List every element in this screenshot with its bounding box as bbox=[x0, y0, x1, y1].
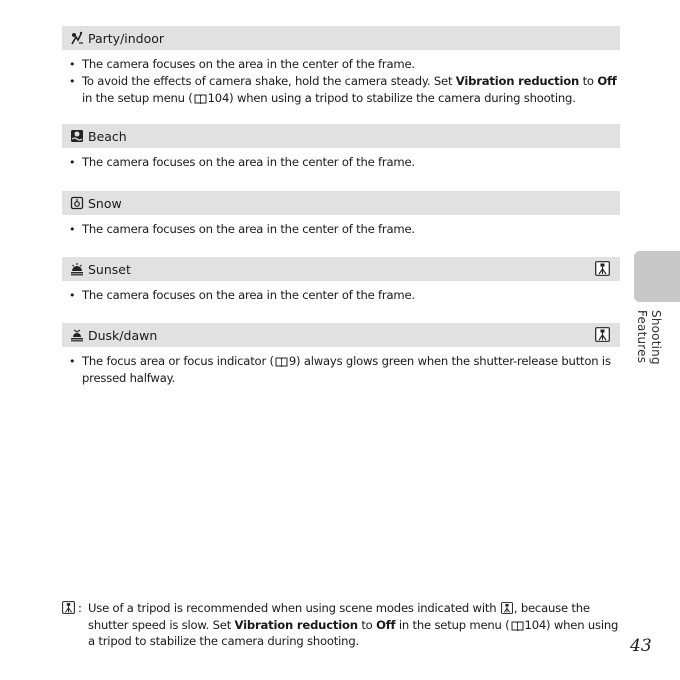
section-header bbox=[62, 26, 620, 50]
footnote-colon: : bbox=[78, 601, 82, 615]
page-reference-icon bbox=[511, 620, 524, 631]
section-sunset bbox=[62, 257, 620, 304]
dusk-dawn-icon bbox=[70, 328, 84, 342]
bullet-list bbox=[62, 353, 620, 387]
page-reference-icon bbox=[275, 356, 288, 367]
bold-term: Vibration reduction bbox=[455, 74, 580, 88]
bullet-item: • The camera focuses on the area in the center of the frame. bbox=[62, 56, 620, 73]
bullet-item: • To avoid the effects of camera shake, hold the camera steady. Set Vibration reduction to Off in the setup menu ( 104) when using a tripod to stabilize the camera during shooting. bbox=[62, 73, 620, 107]
bold-term: Off bbox=[376, 617, 396, 632]
bullet-list bbox=[62, 56, 620, 107]
section-header bbox=[62, 191, 620, 215]
tripod-icon bbox=[595, 327, 610, 342]
section-beach bbox=[62, 124, 620, 171]
snow-icon bbox=[70, 196, 84, 210]
section-header bbox=[62, 124, 620, 148]
section-title: Dusk/dawn bbox=[88, 327, 158, 343]
bullet-item: • The camera focuses on the area in the center of the frame. bbox=[62, 287, 620, 304]
party-icon bbox=[70, 31, 84, 45]
section-title: Party/indoor bbox=[88, 30, 165, 46]
page-reference-icon bbox=[194, 93, 207, 104]
bullet-list bbox=[62, 154, 620, 171]
tripod-icon bbox=[501, 602, 513, 614]
sunset-icon bbox=[70, 262, 84, 276]
section-header bbox=[62, 323, 620, 347]
section-header bbox=[62, 257, 620, 281]
section-snow bbox=[62, 191, 620, 238]
side-tab-label: Shooting Features bbox=[635, 310, 663, 365]
footnote-text: Use of a tripod is recommended when using scene modes indicated with , because the shutter speed is slow. Set Vibration reduction to Off in the setup menu ( 104) when using a tripod to stabilize the camera during shooting. bbox=[88, 601, 619, 648]
bullet-item: • The camera focuses on the area in the center of the frame. bbox=[62, 154, 620, 171]
tripod-footnote bbox=[62, 600, 622, 650]
bullet-item: • The camera focuses on the area in the center of the frame. bbox=[62, 221, 620, 238]
side-tab bbox=[634, 251, 680, 302]
section-title: Snow bbox=[88, 195, 122, 211]
bullet-list bbox=[62, 287, 620, 304]
page-number: 43 bbox=[630, 636, 652, 656]
section-party-indoor bbox=[62, 26, 620, 107]
tripod-icon bbox=[595, 261, 610, 276]
bullet-item: • The focus area or focus indicator ( 9) always glows green when the shutter-release button is pressed halfway. bbox=[62, 353, 620, 387]
tripod-icon bbox=[62, 601, 75, 619]
bold-term: Off bbox=[597, 74, 617, 88]
bullet-list bbox=[62, 221, 620, 238]
section-title: Beach bbox=[88, 128, 127, 144]
beach-icon bbox=[70, 129, 84, 143]
section-title: Sunset bbox=[88, 261, 131, 277]
bold-term: Vibration reduction bbox=[234, 617, 358, 632]
section-dusk-dawn bbox=[62, 323, 620, 387]
